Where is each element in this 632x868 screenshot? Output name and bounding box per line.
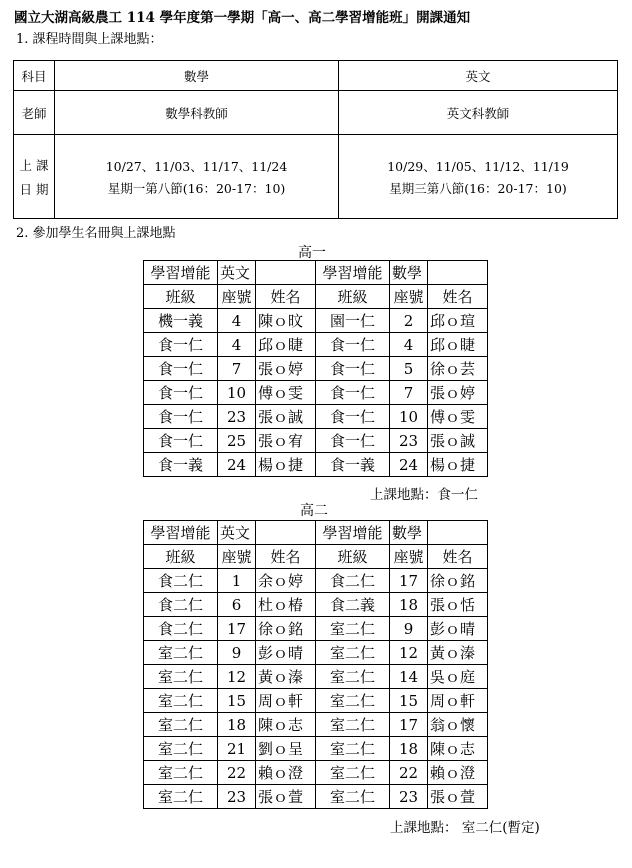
table-row bbox=[144, 689, 488, 713]
seat-cell: 4 bbox=[218, 333, 256, 357]
class-cell: 室二仁 bbox=[316, 761, 390, 785]
table-row bbox=[144, 713, 488, 737]
name-cell: 黃ｏ溱 bbox=[428, 641, 488, 665]
class-cell: 食一仁 bbox=[316, 405, 390, 429]
table-row bbox=[144, 381, 488, 405]
grade2-left-group: 學習增能 bbox=[144, 521, 218, 545]
name-cell: 吳ｏ庭 bbox=[428, 665, 488, 689]
class-cell: 室二仁 bbox=[144, 641, 218, 665]
name-cell: 杜ｏ椿 bbox=[256, 593, 316, 617]
name-cell: 賴ｏ澄 bbox=[256, 761, 316, 785]
seat-cell: 24 bbox=[218, 453, 256, 477]
subject-label: 科目 bbox=[14, 61, 55, 91]
math-time: 星期一第八節(16：20-17：10) bbox=[107, 180, 286, 196]
seat-cell: 22 bbox=[218, 761, 256, 785]
name-cell: 陳ｏ志 bbox=[428, 737, 488, 761]
seat-cell: 5 bbox=[390, 357, 428, 381]
col-name: 姓名 bbox=[256, 285, 316, 309]
grade1-roster-table bbox=[143, 260, 488, 477]
grade1-right-subject: 數學 bbox=[390, 261, 428, 285]
seat-cell: 7 bbox=[218, 357, 256, 381]
table-row bbox=[144, 453, 488, 477]
seat-cell: 4 bbox=[390, 333, 428, 357]
seat-cell: 17 bbox=[390, 569, 428, 593]
seat-cell: 10 bbox=[390, 405, 428, 429]
name-cell: 張ｏ宥 bbox=[256, 429, 316, 453]
class-cell: 室二仁 bbox=[316, 785, 390, 809]
section-2-heading: 2. 參加學生名冊與上課地點 bbox=[16, 226, 176, 241]
class-cell: 室二仁 bbox=[316, 641, 390, 665]
table-row bbox=[144, 333, 488, 357]
grade1-column-row bbox=[144, 285, 488, 309]
class-cell: 室二仁 bbox=[144, 689, 218, 713]
class-cell: 食二仁 bbox=[144, 569, 218, 593]
seat-cell: 22 bbox=[390, 761, 428, 785]
seat-cell: 24 bbox=[390, 453, 428, 477]
col-seat: 座號 bbox=[218, 285, 256, 309]
english-subject: 英文 bbox=[339, 61, 618, 91]
class-cell: 室二仁 bbox=[144, 665, 218, 689]
seat-cell: 15 bbox=[390, 689, 428, 713]
table-row bbox=[144, 405, 488, 429]
seat-cell: 23 bbox=[390, 429, 428, 453]
seat-cell: 17 bbox=[218, 617, 256, 641]
name-cell: 張ｏ萱 bbox=[428, 785, 488, 809]
seat-cell: 4 bbox=[218, 309, 256, 333]
dates-label-line1: 上 課 bbox=[19, 157, 49, 173]
class-cell: 食一仁 bbox=[316, 429, 390, 453]
dates-label-line2: 日 期 bbox=[19, 181, 49, 197]
class-cell: 食一仁 bbox=[316, 357, 390, 381]
class-cell: 食一仁 bbox=[316, 381, 390, 405]
name-cell: 楊ｏ捷 bbox=[256, 453, 316, 477]
col-class: 班級 bbox=[316, 285, 390, 309]
class-cell: 食一仁 bbox=[144, 333, 218, 357]
table-row bbox=[144, 785, 488, 809]
math-teacher: 數學科教師 bbox=[55, 91, 339, 135]
seat-cell: 23 bbox=[218, 405, 256, 429]
name-cell: 傅ｏ雯 bbox=[428, 405, 488, 429]
table-row bbox=[144, 617, 488, 641]
name-cell: 陳ｏ志 bbox=[256, 713, 316, 737]
seat-cell: 17 bbox=[390, 713, 428, 737]
name-cell: 陳ｏ旼 bbox=[256, 309, 316, 333]
section-1-heading: 1. 課程時間與上課地點： bbox=[16, 32, 163, 47]
class-cell: 室二仁 bbox=[144, 761, 218, 785]
class-cell: 食一仁 bbox=[144, 381, 218, 405]
class-cell: 食二仁 bbox=[144, 593, 218, 617]
seat-cell: 7 bbox=[390, 381, 428, 405]
class-cell: 室二仁 bbox=[316, 689, 390, 713]
table-row bbox=[144, 569, 488, 593]
col-name: 姓名 bbox=[256, 545, 316, 569]
table-row bbox=[144, 593, 488, 617]
col-seat: 座號 bbox=[218, 545, 256, 569]
class-cell: 食二仁 bbox=[144, 617, 218, 641]
grade1-blank-cell bbox=[256, 261, 316, 285]
col-class: 班級 bbox=[144, 285, 218, 309]
name-cell: 張ｏ誠 bbox=[256, 405, 316, 429]
class-cell: 食一仁 bbox=[144, 357, 218, 381]
seat-cell: 9 bbox=[390, 617, 428, 641]
table-row bbox=[144, 761, 488, 785]
seat-cell: 10 bbox=[218, 381, 256, 405]
class-cell: 食一仁 bbox=[316, 333, 390, 357]
class-cell: 園一仁 bbox=[316, 309, 390, 333]
col-name: 姓名 bbox=[428, 285, 488, 309]
grade2-header-row bbox=[144, 521, 488, 545]
grade2-left-subject: 英文 bbox=[218, 521, 256, 545]
name-cell: 傅ｏ雯 bbox=[256, 381, 316, 405]
schedule-table bbox=[13, 60, 618, 219]
english-time: 星期三第八節(16：20-17：10) bbox=[389, 180, 567, 196]
grade1-location: 上課地點：食一仁 bbox=[370, 487, 478, 503]
name-cell: 徐ｏ銘 bbox=[256, 617, 316, 641]
table-row bbox=[144, 309, 488, 333]
dates-label bbox=[14, 135, 55, 219]
subject-row bbox=[14, 61, 618, 91]
seat-cell: 12 bbox=[218, 665, 256, 689]
table-row bbox=[144, 641, 488, 665]
grade2-right-group: 學習增能 bbox=[316, 521, 390, 545]
name-cell: 黃ｏ溱 bbox=[256, 665, 316, 689]
seat-cell: 2 bbox=[390, 309, 428, 333]
class-cell: 室二仁 bbox=[144, 713, 218, 737]
name-cell: 賴ｏ澄 bbox=[428, 761, 488, 785]
seat-cell: 9 bbox=[218, 641, 256, 665]
grade2-blank-cell bbox=[428, 521, 488, 545]
math-subject: 數學 bbox=[55, 61, 339, 91]
name-cell: 翁ｏ懷 bbox=[428, 713, 488, 737]
col-class: 班級 bbox=[316, 545, 390, 569]
grade2-caption: 高二 bbox=[300, 503, 328, 519]
math-dates-cell bbox=[55, 135, 339, 219]
class-cell: 室二仁 bbox=[316, 713, 390, 737]
name-cell: 邱ｏ瑄 bbox=[428, 309, 488, 333]
grade1-left-group: 學習增能 bbox=[144, 261, 218, 285]
table-row bbox=[144, 665, 488, 689]
grade2-right-subject: 數學 bbox=[390, 521, 428, 545]
class-cell: 食二義 bbox=[316, 593, 390, 617]
teacher-row bbox=[14, 91, 618, 135]
grade1-left-subject: 英文 bbox=[218, 261, 256, 285]
name-cell: 邱ｏ睫 bbox=[256, 333, 316, 357]
class-cell: 食二仁 bbox=[316, 569, 390, 593]
teacher-label: 老師 bbox=[14, 91, 55, 135]
seat-cell: 6 bbox=[218, 593, 256, 617]
grade1-blank-cell bbox=[428, 261, 488, 285]
name-cell: 周ｏ軒 bbox=[428, 689, 488, 713]
col-class: 班級 bbox=[144, 545, 218, 569]
english-dates-cell bbox=[339, 135, 618, 219]
grade1-header-row bbox=[144, 261, 488, 285]
seat-cell: 21 bbox=[218, 737, 256, 761]
col-seat: 座號 bbox=[390, 285, 428, 309]
seat-cell: 18 bbox=[218, 713, 256, 737]
grade1-caption: 高一 bbox=[298, 245, 326, 261]
name-cell: 張ｏ誠 bbox=[428, 429, 488, 453]
grade2-roster-table bbox=[143, 520, 488, 809]
class-cell: 室二仁 bbox=[316, 737, 390, 761]
col-name: 姓名 bbox=[428, 545, 488, 569]
name-cell: 張ｏ婷 bbox=[428, 381, 488, 405]
name-cell: 余ｏ婷 bbox=[256, 569, 316, 593]
col-seat: 座號 bbox=[390, 545, 428, 569]
seat-cell: 14 bbox=[390, 665, 428, 689]
english-dates: 10/29、11/05、11/12、11/19 bbox=[387, 158, 569, 174]
class-cell: 食一義 bbox=[316, 453, 390, 477]
table-row bbox=[144, 737, 488, 761]
name-cell: 邱ｏ睫 bbox=[428, 333, 488, 357]
class-cell: 機一義 bbox=[144, 309, 218, 333]
seat-cell: 1 bbox=[218, 569, 256, 593]
grade2-blank-cell bbox=[256, 521, 316, 545]
table-row bbox=[144, 429, 488, 453]
dates-row bbox=[14, 135, 618, 219]
grade2-location: 上課地點： 室二仁(暫定) bbox=[390, 820, 540, 836]
class-cell: 室二仁 bbox=[316, 665, 390, 689]
notice-title: 國立大湖高級農工 114 學年度第一學期「高一、高二學習增能班」開課通知 bbox=[14, 10, 471, 26]
seat-cell: 18 bbox=[390, 737, 428, 761]
seat-cell: 12 bbox=[390, 641, 428, 665]
seat-cell: 18 bbox=[390, 593, 428, 617]
math-dates: 10/27、11/03、11/17、11/24 bbox=[105, 158, 288, 174]
name-cell: 劉ｏ呈 bbox=[256, 737, 316, 761]
name-cell: 張ｏ婷 bbox=[256, 357, 316, 381]
class-cell: 室二仁 bbox=[316, 617, 390, 641]
seat-cell: 25 bbox=[218, 429, 256, 453]
name-cell: 彭ｏ晴 bbox=[428, 617, 488, 641]
class-cell: 室二仁 bbox=[144, 785, 218, 809]
name-cell: 徐ｏ銘 bbox=[428, 569, 488, 593]
grade1-right-group: 學習增能 bbox=[316, 261, 390, 285]
class-cell: 食一仁 bbox=[144, 429, 218, 453]
name-cell: 張ｏ恬 bbox=[428, 593, 488, 617]
table-row bbox=[144, 357, 488, 381]
name-cell: 張ｏ萱 bbox=[256, 785, 316, 809]
name-cell: 周ｏ軒 bbox=[256, 689, 316, 713]
seat-cell: 23 bbox=[218, 785, 256, 809]
class-cell: 食一仁 bbox=[144, 405, 218, 429]
name-cell: 彭ｏ晴 bbox=[256, 641, 316, 665]
english-teacher: 英文科教師 bbox=[339, 91, 618, 135]
name-cell: 楊ｏ捷 bbox=[428, 453, 488, 477]
grade2-column-row bbox=[144, 545, 488, 569]
seat-cell: 15 bbox=[218, 689, 256, 713]
class-cell: 室二仁 bbox=[144, 737, 218, 761]
name-cell: 徐ｏ芸 bbox=[428, 357, 488, 381]
seat-cell: 23 bbox=[390, 785, 428, 809]
class-cell: 食一義 bbox=[144, 453, 218, 477]
